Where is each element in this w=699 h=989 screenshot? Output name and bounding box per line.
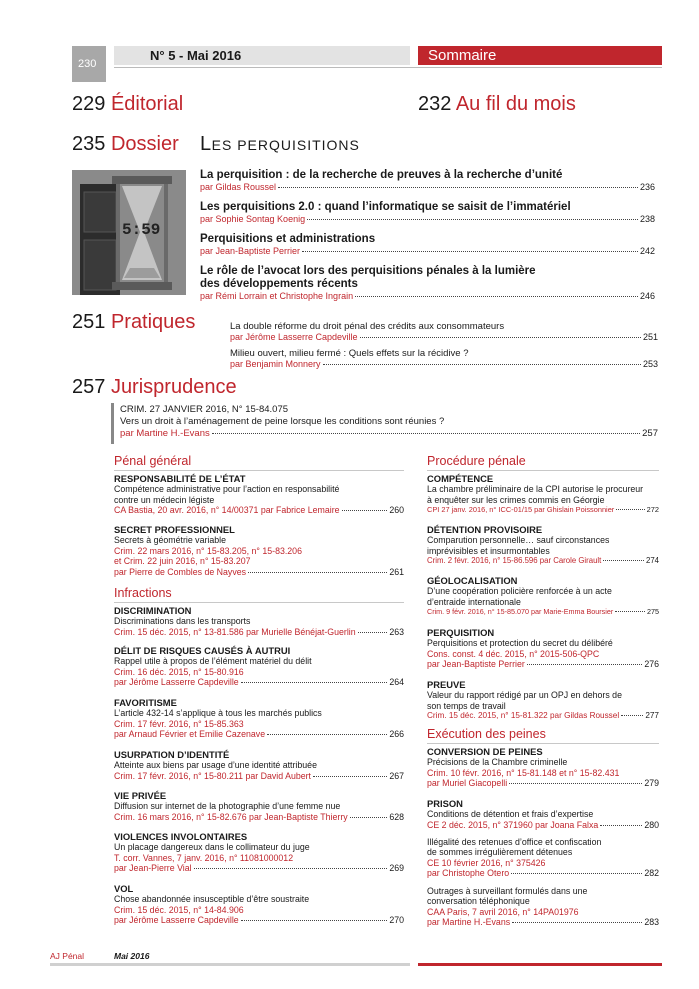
entry-ref: par Jean-Pierre Vial — [114, 863, 192, 874]
entry-text: Atteinte aux biens par usage d’une identité attribuée — [114, 760, 317, 771]
fil-heading[interactable] — [418, 93, 576, 116]
entry-ref-line — [114, 677, 404, 687]
dossier-article-2[interactable] — [200, 201, 655, 224]
entry-ref-line — [114, 915, 404, 925]
entry-text: Diffusion sur internet de la photographie d’une femme nue — [114, 801, 341, 812]
article-author: par Jérôme Lasserre Capdeville — [230, 332, 358, 342]
juris-lead-ref: CRIM. 27 JANVIER 2016, N° 15-84.075 — [120, 404, 289, 415]
dossier-subtitle-cap: L — [200, 133, 212, 155]
divider — [114, 602, 404, 603]
leader-dots — [302, 251, 638, 252]
pratiques-heading[interactable] — [72, 311, 195, 334]
execution-heading: Exécution des peines — [427, 727, 546, 741]
entry-text: Précisions de la Chambre criminelle — [427, 757, 568, 768]
leader-dots — [342, 510, 388, 511]
entry-page: 270 — [389, 915, 404, 926]
entry-page: 263 — [389, 626, 404, 637]
entry-ref-line — [427, 868, 659, 878]
entry-heading: FAVORITISME — [114, 697, 177, 708]
penal-general-heading: Pénal général — [114, 454, 192, 468]
entry-ref: par Jérôme Lasserre Capdeville — [114, 915, 239, 926]
footer-date: Mai 2016 — [114, 951, 150, 961]
entry-ref-line — [427, 778, 659, 788]
entry-page: 279 — [644, 778, 659, 789]
section-label: Sommaire — [418, 46, 662, 65]
entry-ref-line — [427, 820, 659, 830]
leader-dots — [360, 337, 641, 338]
leader-dots — [241, 682, 388, 683]
leader-dots — [323, 364, 641, 365]
article-page: 246 — [639, 291, 655, 301]
entry-heading: DISCRIMINATION — [114, 605, 192, 616]
entry-page: 266 — [389, 729, 404, 740]
entry-page: 267 — [389, 770, 404, 781]
entry-ref-line — [427, 917, 659, 927]
entry-heading: PRISON — [427, 798, 463, 809]
leader-dots — [241, 920, 388, 921]
entry-page: 275 — [647, 607, 659, 617]
leader-dots — [615, 611, 645, 612]
entry-ref: Crim. 16 déc. 2015, n° 15-80.916 — [114, 666, 244, 677]
dossier-heading[interactable] — [72, 133, 179, 156]
fil-page: 232 — [418, 93, 452, 115]
entry-ref: Crim. 16 mars 2016, n° 15-82.676 par Jean-Baptiste Thierry — [114, 811, 348, 822]
left-entry-4[interactable] — [114, 646, 404, 688]
entry-page: 282 — [644, 868, 659, 879]
leader-dots — [278, 187, 638, 188]
right-entry-8[interactable] — [427, 837, 659, 879]
juris-lead-article[interactable] — [120, 404, 658, 439]
article-author: par Gildas Roussel — [200, 182, 277, 192]
editorial-page: 229 — [72, 93, 106, 115]
entry-ref: par Muriel Giacopelli — [427, 778, 508, 789]
header-rule — [114, 67, 662, 68]
entry-text: Secrets à géométrie variable — [114, 535, 226, 546]
entry-text: contre un médecin légiste — [114, 494, 215, 505]
entry-heading: SECRET PROFESSIONNEL — [114, 524, 235, 535]
article-page: 236 — [639, 182, 655, 192]
entry-page: 264 — [389, 677, 404, 688]
left-entry-7[interactable] — [114, 791, 404, 822]
entry-text: Chose abandonnée insusceptible d’être soustraite — [114, 894, 310, 905]
entry-ref: Crim. 15 déc. 2015, n° 13-81.586 par Murielle Bénéjat-Guerlin — [114, 626, 356, 637]
left-entry-6[interactable] — [114, 750, 404, 781]
article-byline — [230, 332, 658, 342]
entry-page: 628 — [389, 811, 404, 822]
leader-dots — [248, 572, 387, 573]
entry-ref-line — [114, 863, 404, 873]
entry-text: de sommes irrégulièrement détenues — [427, 847, 573, 858]
entry-ref: Crim. 10 févr. 2016, n° 15-81.148 et n° 15-82.431 — [427, 767, 620, 778]
entry-heading: GÉOLOCALISATION — [427, 575, 518, 586]
entry-ref: Crim. 15 déc. 2015, n° 15-81.322 par Gildas Roussel — [427, 711, 620, 721]
entry-ref: par Christophe Otero — [427, 868, 510, 879]
leader-dots — [358, 632, 388, 633]
leader-dots — [511, 873, 642, 874]
entry-text: à enquêter sur les crimes commis en Géorgie — [427, 494, 605, 505]
article-author: par Rémi Lorrain et Christophe Ingrain — [200, 291, 354, 301]
article-title: Les perquisitions 2.0 : quand l’informatique se saisit de l’immatériel — [200, 201, 571, 213]
article-byline — [200, 291, 655, 301]
entry-ref: Crim. 22 mars 2016, n° 15-83.205, n° 15-83.206 — [114, 545, 302, 556]
entry-text: Compétence administrative pour l’action en responsabilité — [114, 484, 340, 495]
leader-dots — [603, 560, 644, 561]
entry-ref-line — [427, 711, 659, 721]
infractions-heading: Infractions — [114, 586, 172, 600]
entry-text: Perquisitions et protection du secret du délibéré — [427, 638, 613, 649]
entry-ref: Crim. 15 déc. 2015, n° 14-84.906 — [114, 904, 244, 915]
entry-ref-line — [114, 627, 404, 637]
article-byline — [200, 182, 655, 192]
entry-ref: par Arnaud Février et Emilie Cazenave — [114, 729, 266, 740]
entry-text: Illégalité des retenues d’office et confiscation — [427, 837, 602, 847]
entry-text: Un placage dangereux dans le collimateur du juge — [114, 842, 310, 853]
entry-text: Rappel utile à propos de l’élément matériel du délit — [114, 656, 312, 667]
entry-text: La chambre préliminaire de la CPI autorise le procureur — [427, 484, 644, 495]
entry-ref-line — [427, 659, 659, 669]
leader-dots — [313, 776, 387, 777]
leader-dots — [600, 825, 642, 826]
entry-text: Discriminations dans les transports — [114, 616, 251, 627]
leader-dots — [527, 664, 643, 665]
left-entry-1[interactable] — [114, 474, 404, 516]
entry-heading: USURPATION D’IDENTITÉ — [114, 749, 230, 760]
entry-page: 269 — [389, 863, 404, 874]
article-author: par Sophie Sontag Koenig — [200, 214, 306, 224]
entry-text: Outrages à surveillant formulés dans une — [427, 886, 588, 896]
entry-heading: VIE PRIVÉE — [114, 790, 167, 801]
entry-ref-line — [114, 812, 404, 822]
pratiques-page: 251 — [72, 311, 106, 333]
dossier-subtitle — [200, 133, 360, 156]
leader-dots — [212, 433, 640, 434]
entry-heading: PREUVE — [427, 679, 466, 690]
dossier-article-4[interactable] — [200, 265, 655, 301]
article-page: 253 — [642, 359, 658, 369]
entry-text: imprévisibles et insurmontables — [427, 545, 550, 556]
left-entry-9[interactable] — [114, 884, 404, 926]
leader-dots — [355, 296, 638, 297]
entry-ref-line — [114, 729, 404, 739]
issue-label: N° 5 - Mai 2016 — [114, 46, 410, 65]
entry-heading: CONVERSION DE PEINES — [427, 746, 543, 757]
leader-dots — [509, 783, 642, 784]
pratiques-article-2[interactable] — [230, 348, 658, 369]
article-title: La perquisition : de la recherche de preuves à la recherche d’unité — [200, 169, 563, 181]
left-entry-8[interactable] — [114, 832, 404, 874]
footer-journal: AJ Pénal — [50, 951, 85, 961]
entry-ref: Crim. 9 févr. 2016, n° 15-85.070 par Marie-Emma Boursier — [427, 607, 614, 617]
footer-rule-right — [418, 963, 662, 966]
entry-ref-line — [114, 771, 404, 781]
entry-text: D’une coopération policière renforcée à un acte — [427, 586, 612, 597]
entry-heading: VIOLENCES INVOLONTAIRES — [114, 831, 248, 842]
entry-heading: COMPÉTENCE — [427, 473, 494, 484]
right-entry-5[interactable] — [427, 680, 659, 722]
leader-dots — [194, 868, 388, 869]
pratiques-title: Pratiques — [110, 311, 196, 333]
entry-ref: CE 2 déc. 2015, n° 371960 par Joana Falxa — [427, 819, 599, 830]
entry-ref: CA Bastia, 20 avr. 2016, n° 14/00371 par Fabrice Lemaire — [114, 505, 340, 516]
article-page: 251 — [642, 332, 658, 342]
entry-page: 277 — [645, 711, 659, 721]
entry-ref: par Jérôme Lasserre Capdeville — [114, 677, 239, 688]
dossier-article-1[interactable] — [200, 169, 655, 192]
entry-page: 276 — [644, 659, 659, 670]
divider — [427, 470, 659, 471]
left-entry-5[interactable] — [114, 698, 404, 740]
article-author: par Jean-Baptiste Perrier — [200, 246, 301, 256]
juris-lead-bar — [111, 403, 114, 444]
leader-dots — [350, 817, 388, 818]
entry-text: Conditions de détention et frais d’expertise — [427, 809, 594, 820]
entry-text: Valeur du rapport rédigé par un OPJ en dehors de — [427, 690, 622, 701]
entry-text: Comparution personnelle… sauf circonstances — [427, 535, 610, 546]
right-entry-3[interactable] — [427, 576, 659, 618]
entry-ref-line — [427, 607, 659, 617]
right-entry-4[interactable] — [427, 628, 659, 670]
right-entry-2[interactable] — [427, 525, 659, 567]
entry-page: 274 — [645, 556, 659, 566]
juris-heading[interactable] — [72, 376, 237, 399]
left-entry-3[interactable] — [114, 606, 404, 637]
entry-ref: T. corr. Vannes, 7 janv. 2016, n° 11081000012 — [114, 852, 294, 863]
entry-text: d’entraide internationale — [427, 596, 521, 607]
right-entry-7[interactable] — [427, 799, 659, 830]
article-title: La double réforme du droit pénal des crédits aux consommateurs — [230, 321, 505, 332]
leader-dots — [307, 219, 638, 220]
entry-ref: Crim. 17 févr. 2016, n° 15-80.211 par David Aubert — [114, 770, 311, 781]
entry-ref-line — [427, 556, 659, 566]
right-entry-1[interactable] — [427, 474, 659, 516]
leader-dots — [512, 922, 642, 923]
article-byline — [230, 359, 658, 369]
hourglass-photo — [72, 170, 186, 295]
entry-heading: VOL — [114, 883, 134, 894]
leader-dots — [616, 509, 644, 510]
entry-ref: CE 10 février 2016, n° 375426 — [427, 857, 546, 868]
article-page: 257 — [642, 428, 658, 439]
entry-ref: CPI 27 janv. 2016, n° ICC-01/15 par Ghislain Poissonnier — [427, 505, 615, 515]
entry-ref: et Crim. 22 juin 2016, n° 15-83.207 — [114, 556, 251, 567]
juris-page: 257 — [72, 376, 106, 398]
article-title: Milieu ouvert, milieu fermé : Quels effets sur la récidive ? — [230, 348, 469, 359]
editorial-heading[interactable] — [72, 93, 183, 116]
entry-page: 260 — [389, 505, 404, 516]
entry-ref-line — [114, 505, 404, 515]
entry-ref: Cons. const. 4 déc. 2015, n° 2015-506-QPC — [427, 648, 600, 659]
entry-ref: Crim. 17 févr. 2016, n° 15-85.363 — [114, 718, 244, 729]
article-byline — [120, 428, 658, 439]
entry-page: 272 — [646, 505, 659, 515]
divider — [427, 743, 659, 744]
entry-heading: RESPONSABILITÉ DE L’ÉTAT — [114, 473, 246, 484]
article-title-line2: des développements récents — [200, 278, 358, 290]
article-title: Perquisitions et administrations — [200, 233, 376, 245]
juris-lead-title: Vers un droit à l’aménagement de peine lorsque les conditions sont réunies ? — [120, 416, 445, 427]
footer-rule-left — [50, 963, 410, 966]
entry-heading: PERQUISITION — [427, 627, 495, 638]
article-byline — [200, 246, 655, 256]
article-author: par Benjamin Monnery — [230, 359, 321, 369]
article-byline — [200, 214, 655, 224]
entry-page: 280 — [644, 819, 659, 830]
right-entry-9[interactable] — [427, 886, 659, 928]
entry-text: L’article 432-14 s’applique à tous les marchés publics — [114, 708, 322, 719]
entry-heading: DÉTENTION PROVISOIRE — [427, 524, 543, 535]
entry-text: conversation téléphonique — [427, 896, 530, 907]
leader-dots — [267, 734, 387, 735]
entry-page: 283 — [644, 917, 659, 928]
dossier-page: 235 — [72, 133, 106, 155]
page-number: 230 — [72, 46, 106, 82]
entry-ref: par Jean-Baptiste Perrier — [427, 659, 525, 670]
entry-ref: par Martine H.-Evans — [427, 917, 511, 928]
editorial-title: Éditorial — [110, 93, 184, 115]
left-entry-2[interactable] — [114, 525, 404, 577]
leader-dots — [621, 715, 643, 716]
dossier-title: Dossier — [110, 133, 179, 155]
article-title-line1: Le rôle de l’avocat lors des perquisitions pénales à la lumière — [200, 265, 536, 277]
entry-ref: CAA Paris, 7 avril 2016, n° 14PA01976 — [427, 906, 579, 917]
entry-heading: DÉLIT DE RISQUES CAUSÉS À AUTRUI — [114, 645, 291, 656]
clock-digits: 5:59 — [122, 221, 161, 239]
entry-text: son temps de travail — [427, 700, 506, 711]
hourglass-icon — [72, 170, 186, 295]
pratiques-article-1[interactable] — [230, 321, 658, 342]
fil-title: Au fil du mois — [455, 93, 576, 115]
article-author: par Martine H.-Evans — [120, 428, 210, 439]
article-page: 238 — [639, 214, 655, 224]
entry-page: 261 — [389, 566, 404, 577]
dossier-article-3[interactable] — [200, 233, 655, 256]
entry-ref-line — [114, 567, 404, 577]
procedure-heading: Procédure pénale — [427, 454, 526, 468]
article-page: 242 — [639, 246, 655, 256]
juris-title: Jurisprudence — [110, 376, 237, 398]
entry-ref-line — [427, 505, 659, 515]
divider — [114, 470, 404, 471]
entry-ref: Crim. 2 févr. 2016, n° 15-86.596 par Carole Girault — [427, 556, 602, 566]
entry-ref: par Pierre de Combles de Nayves — [114, 566, 247, 577]
right-entry-6[interactable] — [427, 747, 659, 789]
dossier-subtitle-rest: ES PERQUISITIONS — [211, 137, 360, 153]
